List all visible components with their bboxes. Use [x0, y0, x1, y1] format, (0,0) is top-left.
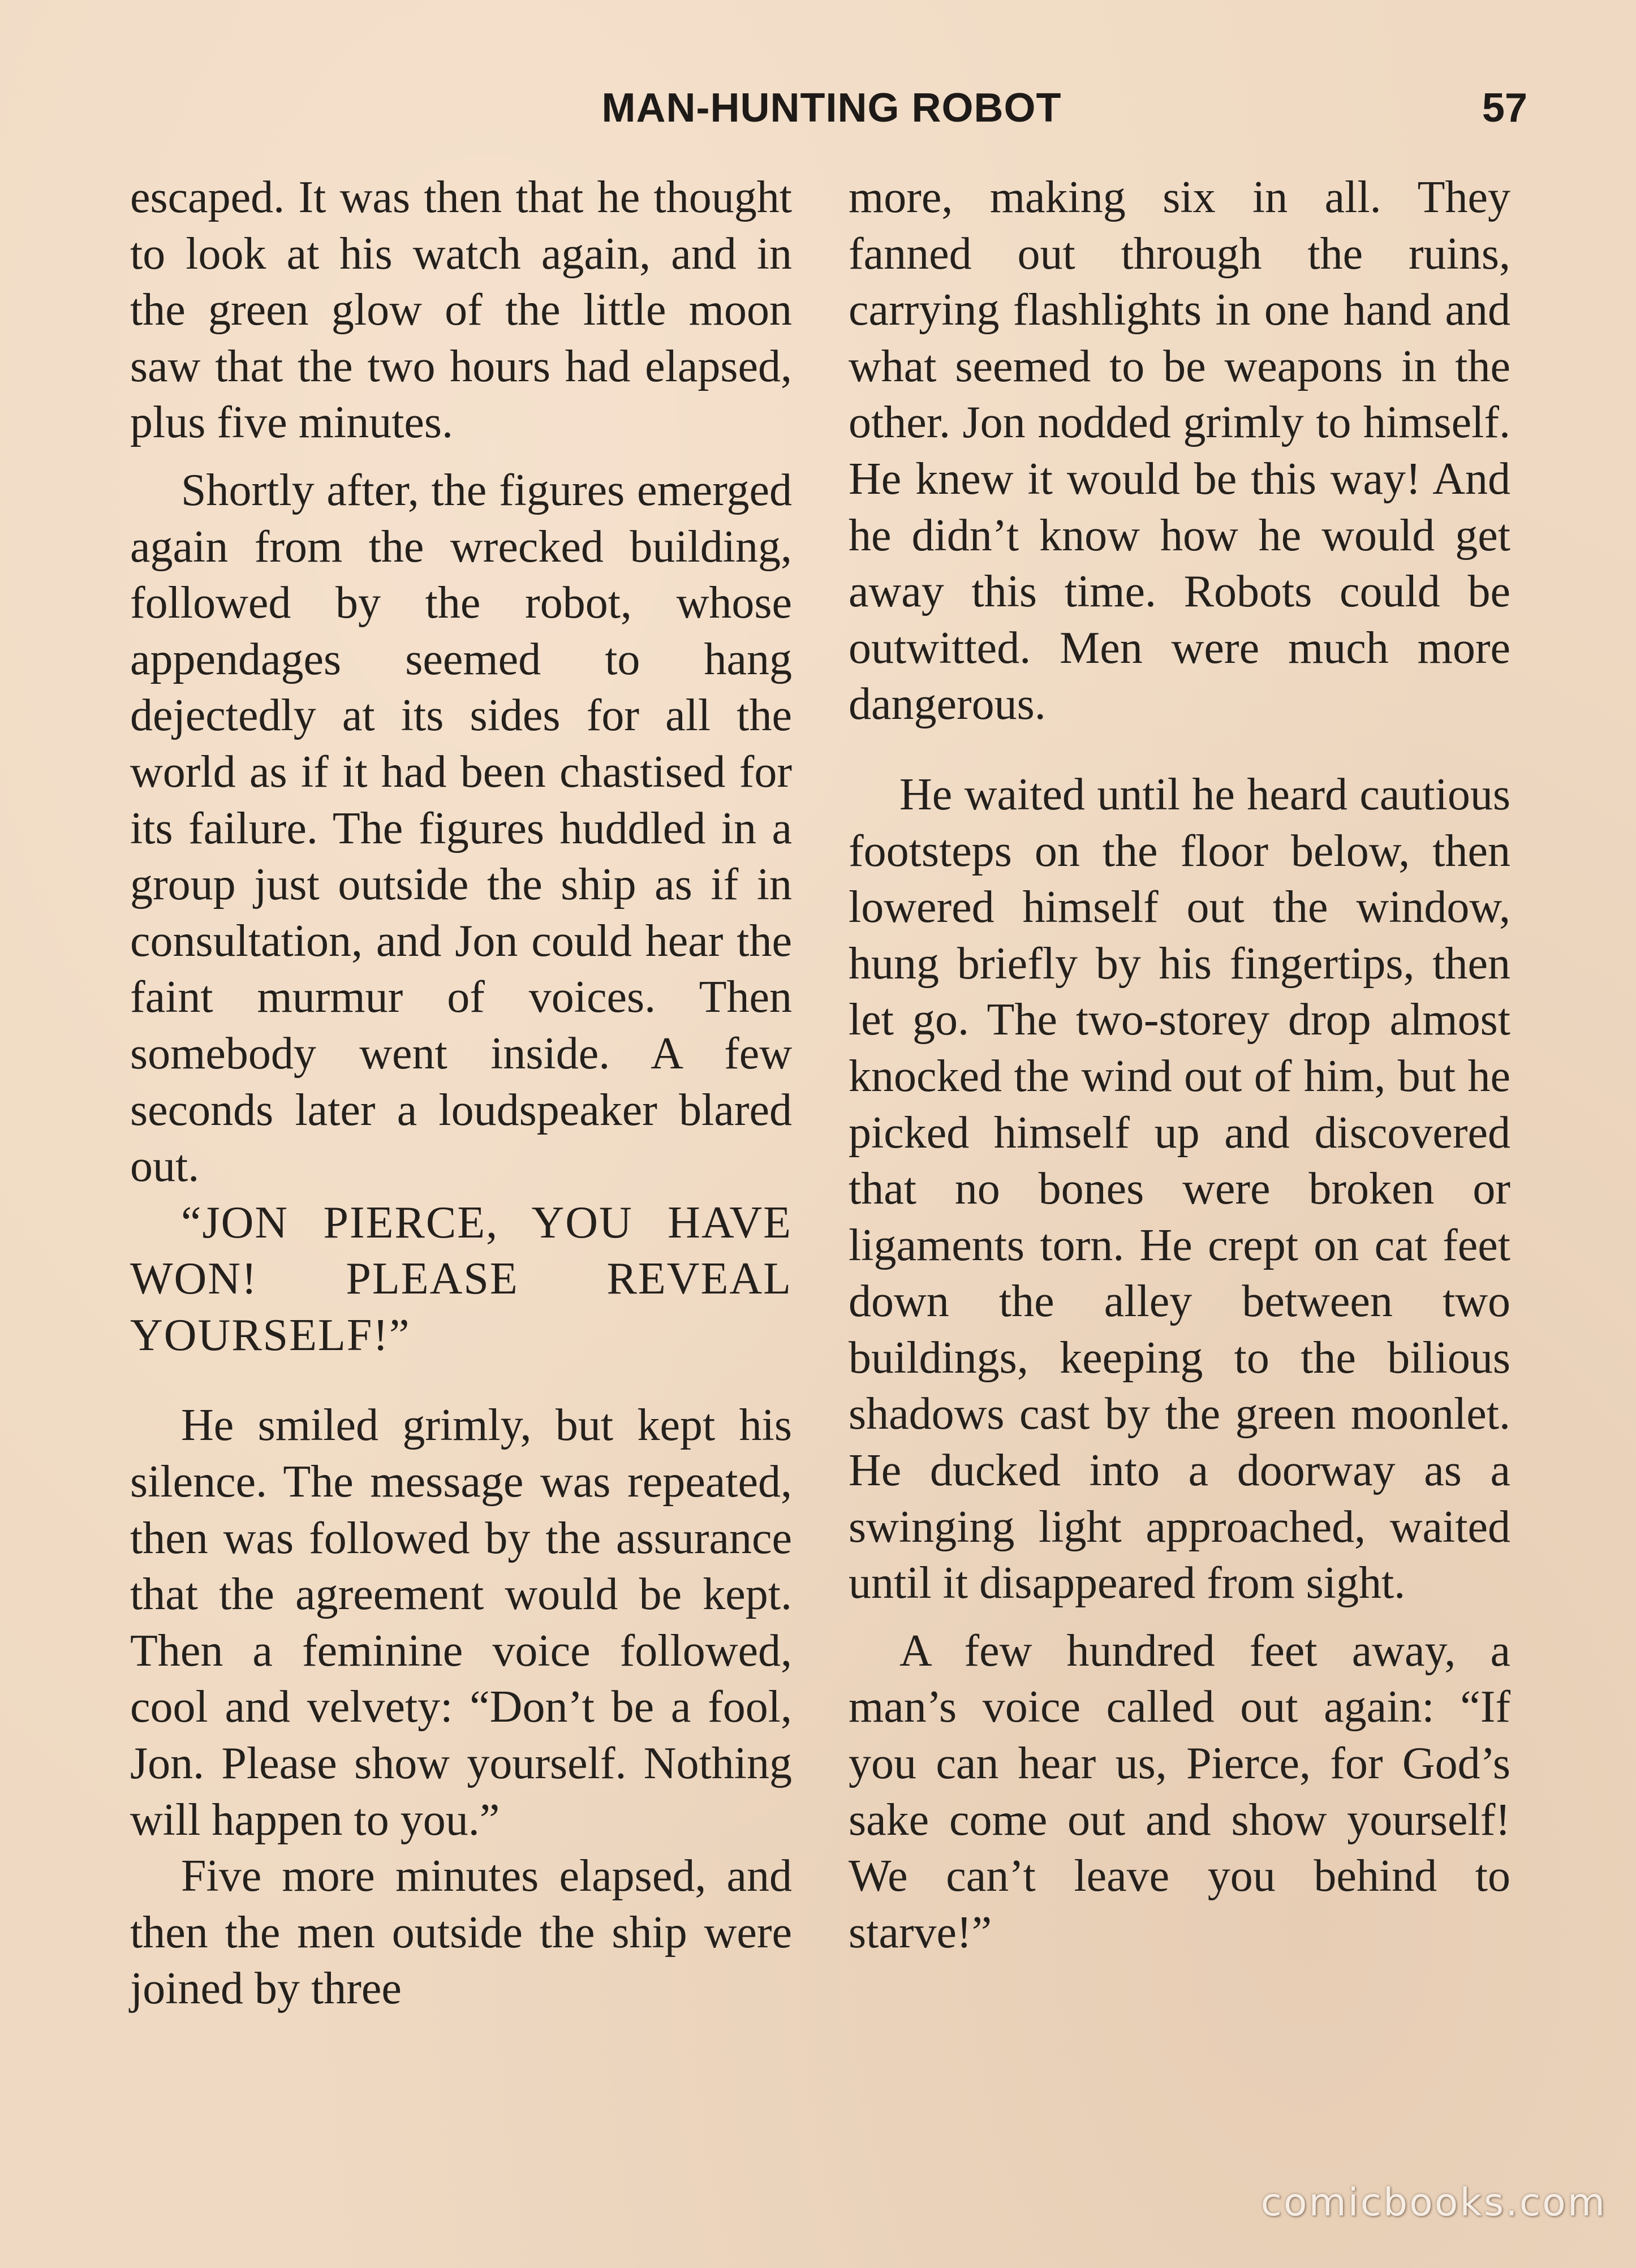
page-number: 57 — [1482, 85, 1527, 131]
loudspeaker-message: “JON PIERCE, YOU HAVE WON! PLEASE REVEAL YOURSELF!” — [130, 1197, 792, 1360]
watermark-logo: comicbooks.com — [1260, 2180, 1607, 2225]
paragraph: He waited until he heard cautious footsteps on the floor below, then lowered himself out the window, hung briefly by his fingertips, then let go. The two-storey drop almost knocked the wind out of him, but he picked himself up and discovered that no bones were broken or ligaments torn. He crept on cat feet down the alley between two buildings, keeping to the bilious shadows cast by the green moonlet. He ducked into a doorway as a swinging light approached, waited until it disappeared from sight. — [849, 769, 1510, 1609]
paragraph: more, making six in all. They fanned out through the ruins, carrying flashlights in one hand and what seemed to be weapons in the other. Jon nodded grimly to himself. He knew it would be this way! And he didn’t know how he would get away this time. Robots could be outwitted. Men were much more dangerous. — [849, 173, 1510, 730]
right-column — [849, 170, 1510, 1961]
paragraph: escaped. It was then that he thought to look at his watch again, and in the green glow of the little moon saw that the two hours had elapsed, plus five minutes. — [130, 173, 792, 448]
running-head-title: MAN-HUNTING ROBOT — [601, 85, 1062, 131]
paragraph: He smiled grimly, but kept his silence. The message was repeated, then was followed by the assurance that the agreement would be kept. Then a feminine voice followed, cool and velvety: “Don’t be a fool, Jon. Please show yourself. Nothing will happen to you.” — [130, 1400, 792, 1845]
left-column — [130, 170, 792, 2017]
paragraph: Shortly after, the figures emerged again from the wrecked building, followed by the robot, whose appendages seemed to hang dejectedly at its sides for all the world as if it had been chastised for its failure. The figures huddled in a group just outside the ship as if in consultation, and Jon could hear the faint murmur of voices. Then somebody went inside. A few seconds later a loudspeaker blared out. — [130, 465, 792, 1192]
paragraph: Five more minutes elapsed, and then the men outside the ship were joined by three — [130, 1851, 792, 2014]
paragraph: A few hundred feet away, a man’s voice called out again: “If you can hear us, Pierce, for God’s sake come out and show yourself! We can’t leave you behind to starve!” — [849, 1625, 1510, 1957]
